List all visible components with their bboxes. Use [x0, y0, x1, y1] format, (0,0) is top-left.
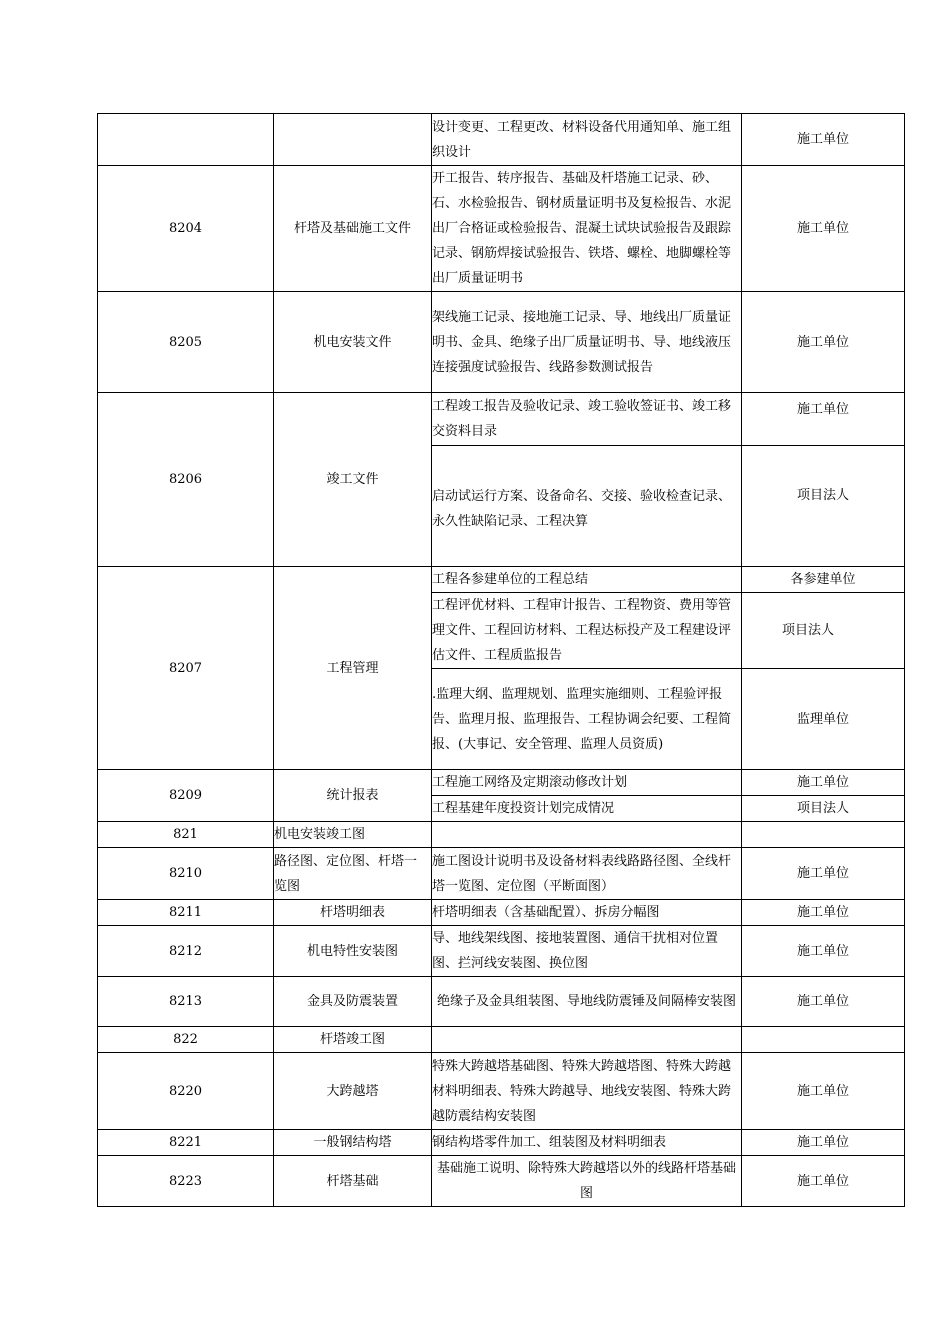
unit-cell: 施工单位 — [742, 926, 905, 977]
name-cell: 杆塔明细表 — [274, 900, 432, 926]
code-cell: 821 — [98, 822, 274, 848]
content-cell: 启动试运行方案、设备命名、交接、验收检查记录、永久性缺陷记录、工程决算 — [432, 446, 742, 567]
name-cell: 一般钢结构塔 — [274, 1130, 432, 1156]
code-cell: 8223 — [98, 1156, 274, 1207]
unit-cell — [742, 822, 905, 848]
content-cell: 工程评优材料、工程审计报告、工程物资、费用等管理文件、工程回访材料、工程达标投产及工程建设评估文件、工程质监报告 — [432, 593, 742, 669]
unit-cell — [742, 1027, 905, 1053]
code-cell: 8209 — [98, 770, 274, 822]
unit-cell: 项目法人 — [742, 593, 905, 669]
unit-cell: 项目法人 — [742, 796, 905, 822]
unit-cell: 施工单位 — [742, 848, 905, 900]
content-cell: 设计变更、工程更改、材料设备代用通知单、施工组织设计 — [432, 114, 742, 166]
code-cell — [98, 114, 274, 166]
name-cell: 机电特性安装图 — [274, 926, 432, 977]
unit-cell: 施工单位 — [742, 292, 905, 393]
table-row — [98, 166, 905, 292]
unit-cell: 施工单位 — [742, 977, 905, 1027]
name-cell: 机电安装竣工图 — [274, 822, 432, 848]
code-cell: 8220 — [98, 1053, 274, 1130]
table-row — [98, 1053, 905, 1130]
name-cell — [274, 114, 432, 166]
unit-cell: 施工单位 — [742, 166, 905, 292]
unit-cell: 施工单位 — [742, 393, 905, 446]
content-cell: 特殊大跨越塔基础图、特殊大跨越塔图、特殊大跨越材料明细表、特殊大跨越导、地线安装图、特殊大跨越防震结构安装图 — [432, 1053, 742, 1130]
name-cell: 竣工文件 — [274, 393, 432, 567]
table-row — [98, 926, 905, 977]
code-cell: 8221 — [98, 1130, 274, 1156]
code-cell: 8210 — [98, 848, 274, 900]
name-cell: 金具及防震装置 — [274, 977, 432, 1027]
archive-classification-table — [97, 113, 905, 1207]
table-row — [98, 770, 905, 796]
content-cell: 开工报告、转序报告、基础及杆塔施工记录、砂、石、水检验报告、钢材质量证明书及复检报告、水泥出厂合格证或检验报告、混凝土试块试验报告及跟踪记录、钢筋焊接试验报告、铁塔、螺栓、地脚螺栓等出厂质量证明书 — [432, 166, 742, 292]
code-cell: 822 — [98, 1027, 274, 1053]
table-row — [98, 900, 905, 926]
unit-cell: 施工单位 — [742, 114, 905, 166]
unit-cell: 施工单位 — [742, 1053, 905, 1130]
name-cell: 路径图、定位图、杆塔一览图 — [274, 848, 432, 900]
name-cell: 大跨越塔 — [274, 1053, 432, 1130]
content-cell — [432, 1027, 742, 1053]
code-cell: 8212 — [98, 926, 274, 977]
content-cell — [432, 822, 742, 848]
table-row — [98, 1130, 905, 1156]
name-cell: 统计报表 — [274, 770, 432, 822]
name-cell: 杆塔及基础施工文件 — [274, 166, 432, 292]
code-cell: 8213 — [98, 977, 274, 1027]
content-cell: 基础施工说明、除特殊大跨越塔以外的线路杆塔基础图 — [432, 1156, 742, 1207]
unit-cell: 施工单位 — [742, 1156, 905, 1207]
name-cell: 机电安装文件 — [274, 292, 432, 393]
name-cell: 工程管理 — [274, 567, 432, 770]
content-cell: 工程施工网络及定期滚动修改计划 — [432, 770, 742, 796]
content-cell: 绝缘子及金具组装图、导地线防震锤及间隔棒安装图 — [432, 977, 742, 1027]
name-cell: 杆塔竣工图 — [274, 1027, 432, 1053]
content-cell: 工程基建年度投资计划完成情况 — [432, 796, 742, 822]
code-cell: 8211 — [98, 900, 274, 926]
unit-cell: 施工单位 — [742, 770, 905, 796]
content-cell: 杆塔明细表（含基础配置）、拆房分幅图 — [432, 900, 742, 926]
table-row — [98, 1027, 905, 1053]
code-cell: 8207 — [98, 567, 274, 770]
table-row — [98, 848, 905, 900]
content-cell: 工程竣工报告及验收记录、竣工验收签证书、竣工移交资料目录 — [432, 393, 742, 446]
table-row — [98, 822, 905, 848]
content-cell: 架线施工记录、接地施工记录、导、地线出厂质量证明书、金具、绝缘子出厂质量证明书、导、地线液压连接强度试验报告、线路参数测试报告 — [432, 292, 742, 393]
content-cell: .监理大纲、监理规划、监理实施细则、工程验评报告、监理月报、监理报告、工程协调会纪要、工程简报、(大事记、安全管理、监理人员资质) — [432, 669, 742, 770]
content-cell: 工程各参建单位的工程总结 — [432, 567, 742, 593]
content-cell: 施工图设计说明书及设备材料表线路路径图、全线杆塔一览图、定位图（平断面图） — [432, 848, 742, 900]
table-row — [98, 567, 905, 593]
table-row — [98, 1156, 905, 1207]
unit-cell: 项目法人 — [742, 446, 905, 567]
code-cell: 8205 — [98, 292, 274, 393]
content-cell: 钢结构塔零件加工、组装图及材料明细表 — [432, 1130, 742, 1156]
table-row — [98, 977, 905, 1027]
code-cell: 8204 — [98, 166, 274, 292]
table-row — [98, 292, 905, 393]
name-cell: 杆塔基础 — [274, 1156, 432, 1207]
unit-cell: 监理单位 — [742, 669, 905, 770]
table-row — [98, 393, 905, 446]
code-cell: 8206 — [98, 393, 274, 567]
unit-cell: 各参建单位 — [742, 567, 905, 593]
table-row — [98, 114, 905, 166]
content-cell: 导、地线架线图、接地装置图、通信干扰相对位置图、拦河线安装图、换位图 — [432, 926, 742, 977]
unit-cell: 施工单位 — [742, 1130, 905, 1156]
unit-cell: 施工单位 — [742, 900, 905, 926]
